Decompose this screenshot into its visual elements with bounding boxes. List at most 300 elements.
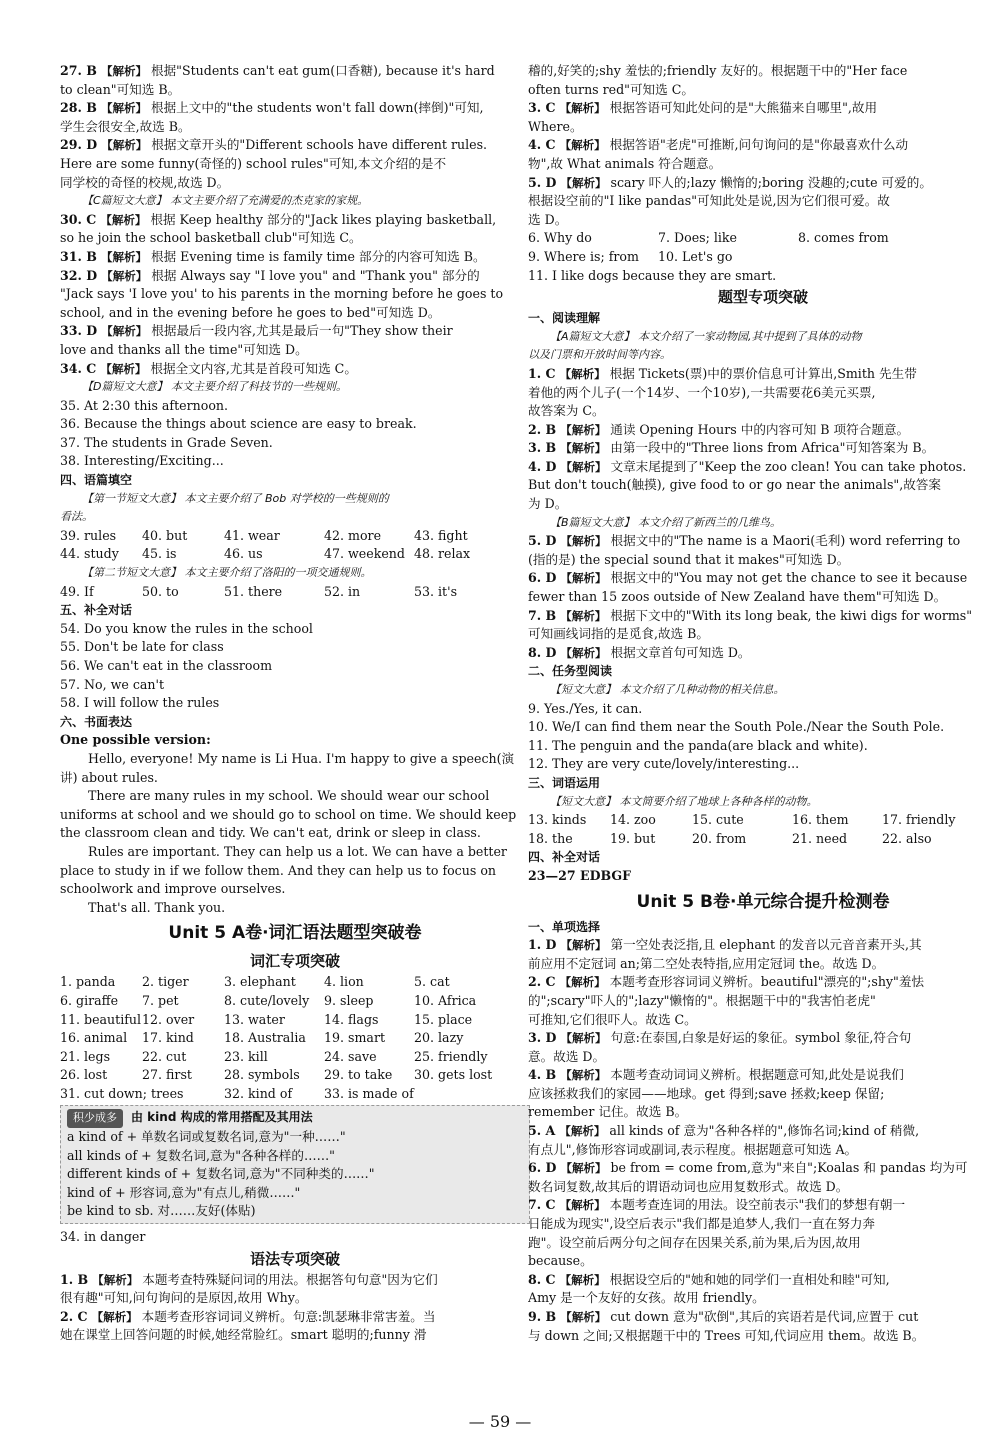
answer-cell: 2. tiger — [142, 974, 189, 990]
answer-cell: 13. water — [224, 1011, 285, 1027]
answer-line — [528, 607, 998, 626]
summary-note: 【短文大意】 本文介绍了几种动物的相关信息。 — [550, 683, 785, 696]
answer-line — [528, 476, 998, 495]
answer-cell: 21. legs — [60, 1048, 111, 1064]
analysis-text: often turns red"可知选 C。 — [528, 81, 694, 97]
answer-cell: 22. cut — [142, 1048, 187, 1064]
question-number: 2. B — [528, 421, 557, 437]
answer-cell: 8. cute/lovely — [224, 992, 310, 1008]
tip-box — [60, 1105, 530, 1224]
answer-cell: 22. also — [882, 830, 932, 846]
answer-cell: 18. Australia — [224, 1030, 306, 1046]
analysis-text: 稽的,好笑的;shy 羞怯的;friendly 友好的。根据题干中的"Her face — [528, 63, 908, 78]
analysis-text: fewer than 15 zoos outside of New Zealand have them"可知选 D。 — [528, 589, 947, 605]
answer-line — [528, 625, 998, 644]
analysis-text: "Jack says 'I love you' to his parents in the morning before he goes to — [60, 286, 504, 302]
answer-line — [60, 99, 530, 118]
answer-line — [528, 458, 998, 477]
answer-line — [60, 304, 530, 323]
answer-cell: 23. kill — [224, 1048, 268, 1064]
unit-title: Unit 5 B卷·单元综合提升检测卷 — [636, 891, 890, 912]
answer-line: 10. We/I can find them near the South Pole./Near the South Pole. — [528, 719, 945, 735]
analysis-tag: 【解析】 — [560, 1310, 607, 1324]
answer-cell: 44. study — [60, 546, 119, 562]
analysis-text: 本题考查动词词义辨析。根据题意可知,此处是说我们 — [610, 1067, 904, 1083]
analysis-text: scary 吓人的;lazy 懒惰的;boring 没趣的;cute 可爱的。 — [610, 174, 932, 190]
analysis-text: 可推知,它们很吓人。故选 C。 — [528, 1011, 697, 1027]
answer-cell: 4. lion — [324, 974, 364, 990]
answer-line — [528, 192, 998, 211]
answer-line — [60, 1289, 530, 1308]
answer-cell: 19. but — [610, 830, 656, 846]
answer-line — [528, 1327, 998, 1346]
answer-cell: 27. first — [142, 1067, 192, 1083]
answer-cell: 6. Why do — [528, 230, 592, 246]
answer-grid-row — [60, 992, 530, 1011]
question-number: 5. D — [528, 174, 557, 190]
answer-cell: 43. fight — [414, 527, 468, 543]
answer-cell: 1. panda — [60, 974, 116, 990]
analysis-text: 根据 Always say "I love you" and "Thank you" 部分的 — [151, 267, 480, 283]
analysis-tag: 【解析】 — [92, 1272, 139, 1287]
analysis-text: remember 记住。故选 B。 — [528, 1104, 688, 1120]
analysis-tag: 【解析】 — [91, 1309, 138, 1324]
answer-line: 58. I will follow the rules — [60, 695, 220, 711]
section-heading: 四、补全对话 — [528, 850, 601, 865]
question-number: 7. B — [528, 607, 557, 623]
answer-line: 34. in danger — [60, 1229, 146, 1245]
answer-grid-row — [60, 527, 530, 546]
subsection-title: 题型专项突破 — [717, 288, 808, 307]
analysis-text: 根据文中的"You may not get the chance to see it because — [610, 570, 968, 586]
answer-cell: 8. comes from — [798, 230, 889, 246]
analysis-text: Here are some funny(奇怪的) school rules"可知,本文介绍的是不 — [60, 155, 447, 171]
analysis-text: 同学校的奇怪的校规,故选 D。 — [60, 174, 230, 190]
answer-line — [60, 118, 530, 137]
analysis-text: be from = come from,意为"来自";Koalas 和 pandas 均为可 — [610, 1160, 968, 1176]
question-number: 2. C — [528, 974, 556, 990]
tip-box-header — [67, 1108, 523, 1128]
answer-cell: 3. elephant — [224, 974, 296, 990]
analysis-text: 第一空处表泛指,且 elephant 的发音以元音音素开头,其 — [610, 937, 922, 953]
analysis-text: cut down 意为"砍倒",其后的宾语若是代词,应置于 cut — [610, 1309, 919, 1324]
answer-cell: 17. friendly — [882, 812, 956, 828]
answer-line — [528, 1103, 998, 1122]
tip-line: all kinds of + 复数名词,意为"各种各样的……" — [67, 1147, 335, 1163]
analysis-text: Where。 — [528, 118, 583, 134]
answer-cell: 10. Africa — [414, 992, 477, 1008]
answer-line — [528, 136, 998, 155]
answer-line — [60, 1308, 530, 1327]
answer-line — [60, 1271, 530, 1290]
analysis-text: 应该拯救我们的家园——地球。get 得到;save 拯救;keep 保留; — [528, 1085, 885, 1101]
analysis-tag: 【解析】 — [559, 1272, 606, 1287]
answer-line — [60, 267, 530, 286]
analysis-tag: 【解析】 — [101, 268, 148, 283]
question-number: 2. C — [60, 1308, 88, 1324]
analysis-text: school, and in the evening before he goes to bed"可知选 D。 — [60, 304, 441, 320]
left-column — [60, 62, 530, 1345]
analysis-text: to clean"可知选 B。 — [60, 81, 181, 97]
question-number: 4. D — [528, 458, 557, 474]
analysis-text: 根据文章首句可知选 D。 — [610, 644, 751, 660]
summary-note: 看法。 — [60, 510, 93, 524]
question-number: 27. B — [60, 63, 97, 78]
page-number: — 59 — — [468, 1412, 532, 1431]
answer-line: 12. They are very cute/lovely/interesting... — [528, 756, 800, 772]
section-heading: 四、语篇填空 — [60, 473, 133, 488]
answer-cell: 11. beautiful — [60, 1011, 142, 1027]
analysis-text: 由第一段中的"Three lions from Africa"可知答案为 B。 — [610, 440, 935, 456]
analysis-text: 根据 Keep healthy 部分的"Jack likes playing basketball, — [150, 211, 497, 227]
answer-line — [60, 174, 530, 193]
answer-cell: 30. gets lost — [414, 1067, 493, 1083]
answer-line — [60, 155, 530, 174]
answer-line — [528, 1308, 998, 1327]
analysis-text: 根据答语可知此处问的是"大熊猫来自哪里",故用 — [609, 100, 878, 116]
section-heading: 一、单项选择 — [528, 919, 601, 934]
analysis-tag: 【解析】 — [559, 1198, 606, 1213]
answer-grid-row — [60, 973, 530, 992]
question-number: 33. D — [60, 323, 98, 339]
question-number: 8. C — [528, 1271, 556, 1287]
question-number: 8. D — [528, 644, 557, 660]
answer-cell: 50. to — [142, 583, 179, 599]
section-heading: 二、任务型阅读 — [528, 664, 613, 679]
analysis-text: 她在课堂上回答问题的时候,她经常脸红。smart 聪明的;funny 滑 — [60, 1327, 427, 1343]
question-number: 34. C — [60, 360, 97, 376]
answer-line — [528, 973, 998, 992]
answer-cell: 47. weekend — [324, 546, 405, 562]
analysis-text: all kinds of 意为"各种各样的",修饰名词;kind of 稍微, — [609, 1123, 920, 1139]
answer-line — [528, 384, 998, 403]
answer-line — [60, 341, 530, 360]
answer-line — [528, 402, 998, 421]
answer-line — [60, 1326, 530, 1345]
analysis-text: (指的是) the special sound that it makes"可知选 D。 — [528, 551, 850, 567]
answer-line — [528, 81, 998, 100]
answer-line — [528, 955, 998, 974]
answer-cell: 29. to take — [324, 1067, 393, 1083]
answer-cell — [798, 248, 948, 267]
answer-cell: 52. in — [324, 583, 361, 599]
answer-cell: 17. kind — [142, 1030, 194, 1046]
answer-grid-row — [528, 830, 998, 849]
answer-line — [528, 1234, 998, 1253]
section-heading: 三、词语运用 — [528, 775, 601, 790]
analysis-text: 为 D。 — [528, 496, 568, 512]
question-number: 30. C — [60, 211, 97, 227]
answer-line — [528, 1085, 998, 1104]
summary-note: 以及门票和开放时间等内容。 — [528, 348, 671, 362]
analysis-text: 与 down 之间;又根据题干中的 Trees 可知,代词应用 them。故选 B。 — [528, 1327, 925, 1343]
answer-line — [528, 1252, 998, 1271]
answer-line — [528, 1178, 998, 1197]
analysis-text: love and thanks all the time"可知选 D。 — [60, 341, 308, 357]
analysis-text: 根据设空后的"她和她的同学们一直相处和睦"可知, — [609, 1271, 890, 1287]
answer-line — [528, 551, 998, 570]
essay-paragraph: There are many rules in my school. We should wear our school uniforms at school and we should go to school on time. We should keep the classroom clean and tidy. We can't eat, drink or sleep in class. — [60, 788, 517, 841]
analysis-text: 本题考查形容词词义辨析。beautiful"漂亮的";shy"羞怯 — [609, 974, 925, 990]
analysis-tag: 【解析】 — [559, 1124, 606, 1139]
question-number: 6. D — [528, 1160, 557, 1176]
analysis-tag: 【解析】 — [560, 571, 607, 586]
tip-line: different kinds of + 复数名词,意为"不同种类的……" — [67, 1166, 375, 1182]
answer-cell: 7. pet — [142, 992, 179, 1008]
answer-grid-row — [528, 811, 998, 830]
analysis-text: 故答案为 C。 — [528, 403, 605, 419]
answer-cell: 51. there — [224, 583, 283, 599]
answer-cell: 9. Where is; from — [528, 248, 639, 264]
answer-grid-row — [60, 545, 530, 564]
answer-grid-row — [60, 1029, 530, 1048]
answer-line — [528, 211, 998, 230]
tip-line: be kind to sb. 对……友好(体贴) — [67, 1203, 256, 1219]
answer-line — [528, 1029, 998, 1048]
analysis-text: But don't touch(触摸), give food to or go near the animals",故答案 — [528, 477, 941, 493]
answer-line — [528, 421, 998, 440]
analysis-text: 前应用不定冠词 an;第二空处表特指,应用定冠词 the。故选 D。 — [528, 955, 885, 971]
analysis-text: 跑"。设空前后两分句之间存在因果关系,前为果,后为因,故用 — [528, 1234, 861, 1250]
question-number: 29. D — [60, 137, 98, 153]
analysis-tag: 【解析】 — [560, 1068, 607, 1083]
answer-cell: 28. symbols — [224, 1067, 300, 1083]
answer-cell: 13. kinds — [528, 812, 587, 828]
answer-line — [60, 360, 530, 379]
question-number: 3. B — [528, 440, 557, 456]
analysis-text: 选 D。 — [528, 211, 568, 227]
question-number: 1. C — [528, 365, 556, 381]
summary-note: 【A篇短文大意】 本文介绍了一家动物园,其中提到了具体的动物 — [550, 329, 862, 343]
tip-badge: 积少成多 — [67, 1109, 123, 1128]
answer-cell: 49. If — [60, 583, 94, 599]
answer-line — [528, 992, 998, 1011]
analysis-text: so he join the school basketball club"可知选 C。 — [60, 230, 362, 246]
analysis-tag: 【解析】 — [101, 324, 148, 339]
answer-line — [528, 569, 998, 588]
answer-line — [528, 155, 998, 174]
answer-cell: 45. is — [142, 546, 177, 562]
question-number: 3. D — [528, 1030, 557, 1046]
answer-line — [528, 365, 998, 384]
analysis-text: 根据全文内容,尤其是首段可知选 C。 — [150, 360, 357, 376]
question-number: 31. B — [60, 248, 97, 264]
analysis-text: 文章末尾提到了"Keep the zoo clean! You can take photos. — [610, 458, 967, 474]
answer-line — [528, 62, 998, 81]
answer-line — [60, 81, 530, 100]
tip-line: a kind of + 单数名词或复数名词,意为"一种……" — [67, 1129, 346, 1145]
analysis-text: 日能成为现实",设空后表示"我们都是追梦人,我们一直在努力奔 — [528, 1216, 876, 1232]
answer-line — [528, 1141, 998, 1160]
question-number: 28. B — [60, 100, 97, 116]
analysis-tag: 【解析】 — [560, 1031, 607, 1046]
essay-paragraph: Rules are important. They can help us a lot. We can have a better place to study in if we follow them. And they can help us to focus on schoolwork and improve ourselves. — [60, 843, 507, 897]
answer-line — [528, 532, 998, 551]
answer-cell: 12. over — [142, 1011, 195, 1027]
essay-paragraph: That's all. Thank you. — [88, 899, 226, 915]
answer-cell: 40. but — [142, 527, 188, 543]
summary-note: 【C篇短文大意】 本文主要介绍了充满爱的杰克家的家规。 — [82, 194, 369, 208]
answer-grid-row — [528, 229, 998, 248]
answer-line: 54. Do you know the rules in the school — [60, 620, 313, 636]
analysis-text: 根据 Evening time is family time 部分的内容可知选 B。 — [150, 248, 486, 264]
answer-cell: 20. lazy — [414, 1030, 464, 1046]
tip-title: 由 kind 构成的常用搭配及其用法 — [131, 1110, 313, 1125]
answer-line: 36. Because the things about science are easy to break. — [60, 416, 417, 432]
answer-cell: 6. giraffe — [60, 992, 119, 1008]
analysis-text: Amy 是一个友好的女孩。故用 friendly。 — [528, 1290, 765, 1306]
analysis-tag: 【解析】 — [560, 422, 607, 437]
analysis-text: 可知画线词指的是觅食,故选 B。 — [528, 626, 709, 642]
analysis-text: 根据上文中的"the students won't fall down(摔倒)"可知, — [150, 100, 484, 116]
tip-line: kind of + 形容词,意为"有点儿,稍微……" — [67, 1184, 301, 1200]
answer-cell: 14. zoo — [610, 812, 656, 828]
section-heading: 五、补全对话 — [60, 603, 133, 618]
analysis-text: 根据"Students can't eat gum(口香糖), because it's hard — [150, 63, 495, 78]
answer-line — [528, 588, 998, 607]
answer-line: 57. No, we can't — [60, 676, 165, 692]
section-heading: 六、书面表达 — [60, 714, 133, 729]
answer-cell: 15. place — [414, 1011, 473, 1027]
analysis-text: 句意:在泰国,白象是好运的象征。symbol 象征,符合句 — [610, 1030, 912, 1046]
answer-grid-row — [60, 1066, 530, 1085]
analysis-text: because。 — [528, 1253, 593, 1269]
answer-line: 9. Yes./Yes, it can. — [528, 700, 643, 716]
answer-cell: 19. smart — [324, 1030, 386, 1046]
answer-line: 11. I like dogs because they are smart. — [528, 267, 777, 283]
essay-paragraph: Hello, everyone! My name is Li Hua. I'm happy to give a speech(演讲) about rules. — [60, 750, 515, 785]
analysis-tag: 【解析】 — [560, 175, 607, 190]
answer-grid-row — [60, 1085, 530, 1104]
question-number: 3. C — [528, 100, 556, 116]
summary-note: 【短文大意】 本文简要介绍了地球上各种各样的动物。 — [550, 794, 818, 808]
answer-line: 37. The students in Grade Seven. — [60, 434, 273, 450]
analysis-text: 数名词复数,故其后的谓语动词也应用复数形式。故选 D。 — [528, 1178, 849, 1194]
answer-line — [528, 118, 998, 137]
answer-line — [528, 174, 998, 193]
answer-cell: 7. Does; like — [658, 230, 737, 246]
question-number: 1. D — [528, 937, 557, 953]
analysis-text: 本题考查形容词词义辨析。句意:凯瑟琳非常害羞。当 — [141, 1308, 436, 1324]
subsection-title: 语法专项突破 — [249, 1249, 340, 1268]
answer-line — [528, 936, 998, 955]
analysis-text: 本题考查特殊疑问词的用法。根据答句句意"因为它们 — [142, 1271, 438, 1287]
answer-line — [60, 211, 530, 230]
answer-line — [60, 62, 530, 81]
answer-grid-row — [60, 1048, 530, 1067]
analysis-text: 根据答语"老虎"可推断,问句询问的是"你最喜欢什么动 — [609, 137, 909, 153]
analysis-tag: 【解析】 — [101, 138, 148, 153]
answer-cell: 9. sleep — [324, 992, 374, 1008]
analysis-tag: 【解析】 — [100, 212, 147, 227]
answer-grid-row — [60, 1011, 530, 1030]
analysis-tag: 【解析】 — [559, 138, 606, 153]
question-number: 5. D — [528, 533, 557, 549]
answer-line — [528, 439, 998, 458]
analysis-text: 物",故 What animals 符合题意。 — [528, 155, 722, 171]
analysis-tag: 【解析】 — [560, 534, 607, 549]
summary-note: 【D篇短文大意】 本文主要介绍了科技节的一些规则。 — [82, 380, 347, 394]
question-number: 9. B — [528, 1309, 557, 1324]
analysis-text: 根据下文中的"With its long beak, the kiwi digs for worms" — [610, 607, 973, 623]
answer-cell: 20. from — [692, 830, 747, 846]
answer-line: 11. The penguin and the panda(are black and white). — [528, 737, 868, 753]
analysis-tag: 【解析】 — [100, 361, 147, 376]
answer-grid-row — [528, 248, 998, 267]
analysis-text: 意。故选 D。 — [528, 1048, 606, 1064]
answer-line: 56. We can't eat in the classroom — [60, 658, 273, 673]
answer-line — [528, 1289, 998, 1308]
analysis-tag: 【解析】 — [100, 249, 147, 264]
answer-cell: 53. it's — [414, 583, 458, 599]
analysis-tag: 【解析】 — [559, 101, 606, 116]
question-number: 4. B — [528, 1067, 557, 1083]
answer-line — [528, 1159, 998, 1178]
subsection-title: 词汇专项突破 — [249, 952, 340, 971]
analysis-text: 本题考查连词的用法。设空前表示"我们的梦想有朝一 — [609, 1197, 906, 1213]
answer-line — [528, 1011, 998, 1030]
analysis-text: 根据设空前的"I like pandas"可知此处是说,因为它们很可爱。故 — [528, 193, 890, 209]
question-number: 4. C — [528, 137, 556, 153]
analysis-text: 通读 Opening Hours 中的内容可知 B 项符合题意。 — [610, 421, 910, 437]
analysis-tag: 【解析】 — [560, 645, 607, 660]
analysis-tag: 【解析】 — [560, 608, 607, 623]
answer-cell: 31. cut down; trees — [60, 1085, 184, 1101]
section-heading: 一、阅读理解 — [528, 311, 601, 326]
answer-line — [60, 229, 530, 248]
answer-cell: 18. the — [528, 830, 573, 846]
answer-line — [528, 99, 998, 118]
analysis-text: 根据文中的"The name is a Maori(毛利) word referring to — [610, 533, 961, 549]
answer-cell: 41. wear — [224, 527, 280, 543]
answer-cell: 39. rules — [60, 527, 117, 543]
answer-line — [528, 1196, 998, 1215]
analysis-tag: 【解析】 — [559, 975, 606, 990]
analysis-text: 着他的两个儿子(一个14岁、一个10岁),一共需要花6美元买票, — [528, 384, 876, 400]
summary-note: 【第二节短文大意】 本文主要介绍了洛阳的一项交通规则。 — [82, 566, 372, 580]
answer-cell: 16. them — [792, 812, 849, 828]
answer-line: 23—27 EDBGF — [528, 867, 632, 883]
answer-cell: 5. cat — [414, 974, 450, 990]
answer-line — [528, 1066, 998, 1085]
answer-cell: 48. relax — [414, 546, 471, 562]
answer-cell: 16. animal — [60, 1030, 128, 1046]
analysis-tag: 【解析】 — [560, 441, 607, 456]
answer-cell: 46. us — [224, 546, 263, 562]
answer-cell: 32. kind of — [224, 1085, 293, 1101]
analysis-text: 很有趣"可知,问句询问的是原因,故用 Why。 — [60, 1290, 308, 1306]
answer-cell: 24. save — [324, 1048, 377, 1064]
analysis-tag: 【解析】 — [100, 64, 147, 78]
answer-line — [528, 644, 998, 663]
analysis-text: 根据 Tickets(票)中的票价信息可计算出,Smith 先生带 — [609, 365, 917, 381]
analysis-text: 学生会很安全,故选 B。 — [60, 118, 191, 134]
answer-line — [60, 136, 530, 155]
answer-cell: 26. lost — [60, 1067, 108, 1083]
essay-title: One possible version: — [60, 732, 211, 748]
unit-title: Unit 5 A卷·词汇语法题型突破卷 — [168, 923, 422, 944]
analysis-tag: 【解析】 — [100, 101, 147, 116]
answer-grid-row — [60, 583, 530, 602]
answer-line: 55. Don't be late for class — [60, 639, 224, 655]
answer-line — [60, 285, 530, 304]
analysis-text: 的";scary"吓人的";lazy"懒惰的"。根据题干中的"我害怕老虎" — [528, 992, 876, 1008]
analysis-tag: 【解析】 — [559, 366, 606, 381]
question-number: 7. C — [528, 1197, 556, 1213]
answer-cell: 10. Let's go — [658, 248, 733, 264]
analysis-tag: 【解析】 — [560, 1161, 607, 1176]
question-number: 1. B — [60, 1271, 89, 1287]
